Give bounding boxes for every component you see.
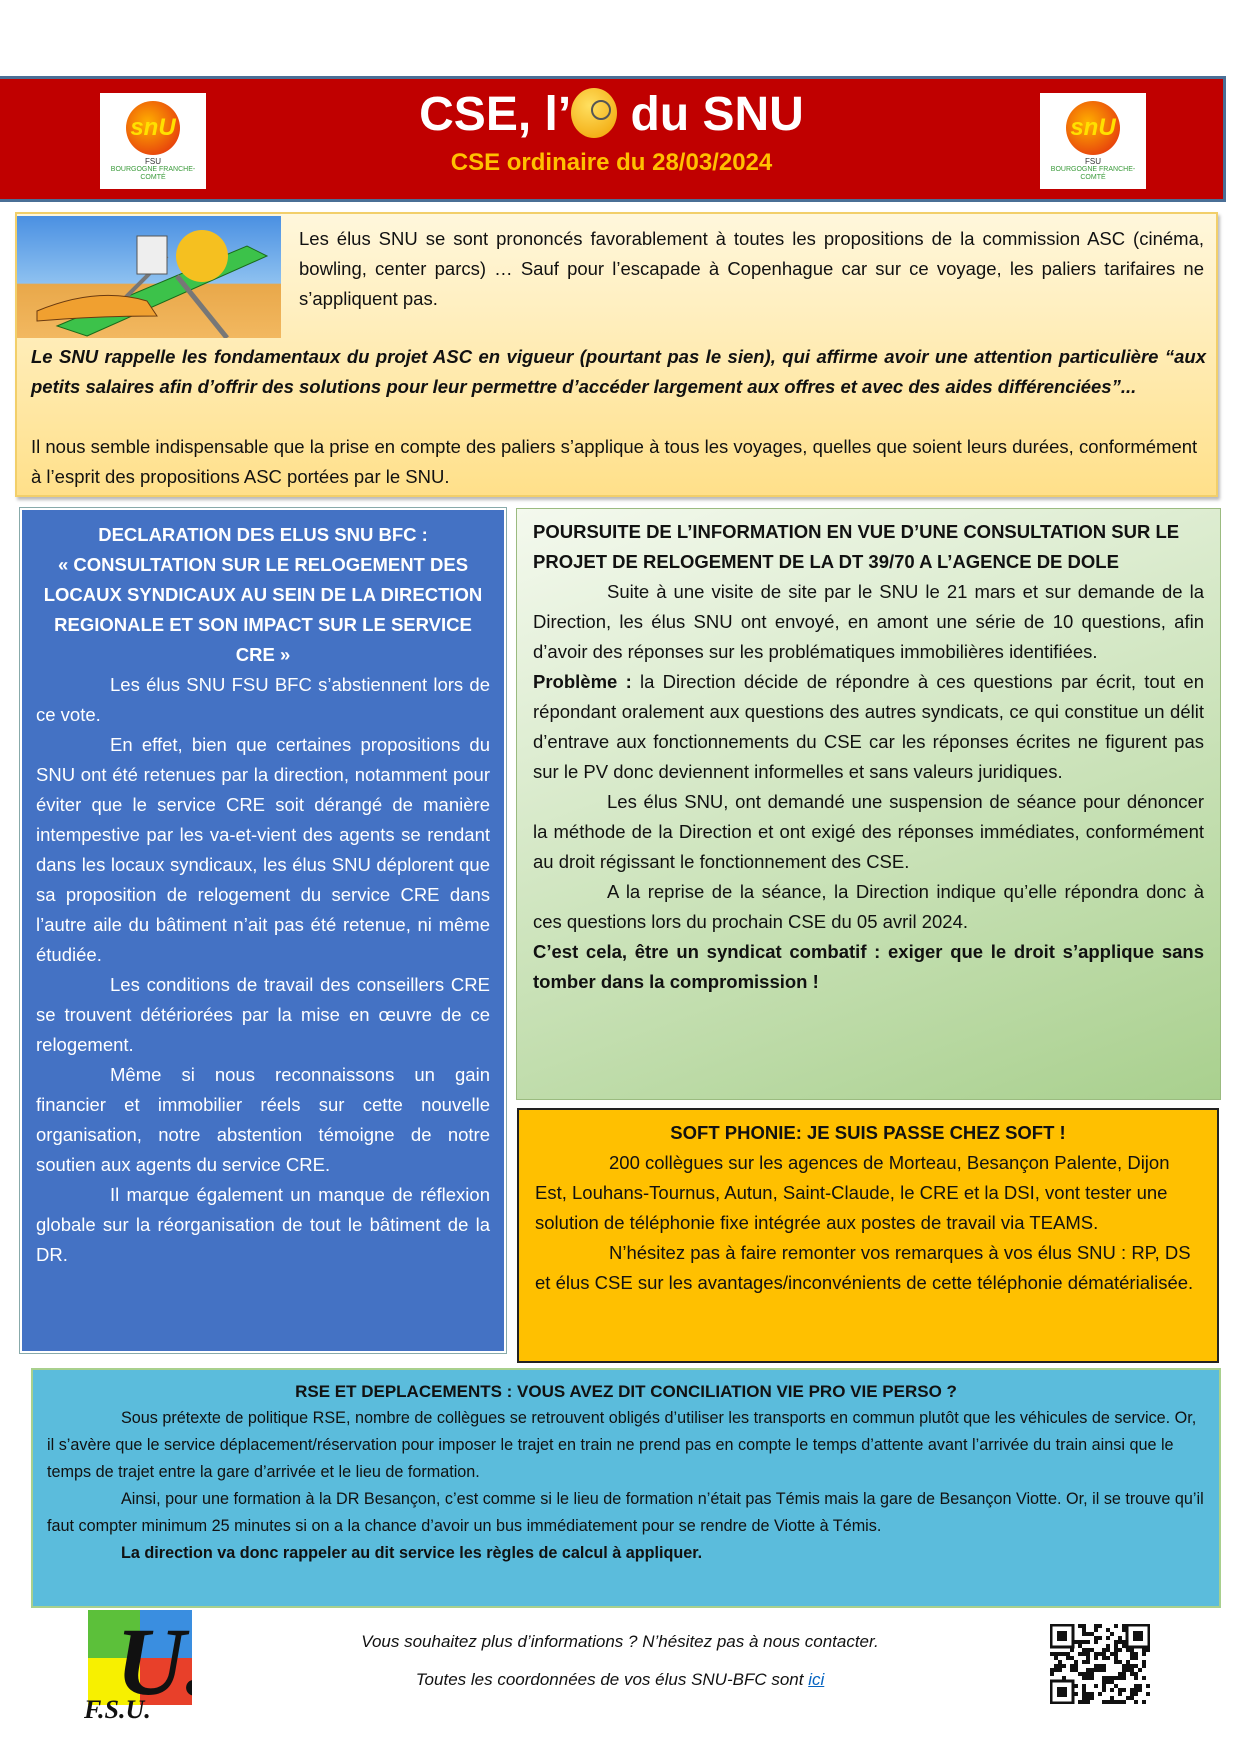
probleme-text: la Direction décide de répondre à ces questions par écrit, tout en répondant oralement aux questions des autres syndicats, ce qui constitue un délit d’entrave aux fonctionnements du CSE car les réponses écrites ne figurent pas sur le PV donc deviennent informelles et sans valeurs juridiques. <box>533 671 1204 782</box>
fsu-logo-text: F.S.U. <box>84 1695 151 1724</box>
monocle-face-icon <box>571 88 617 138</box>
rse-paragraph: Sous prétexte de politique RSE, nombre de collègues se retrouvent obligés d’utiliser les transports en commun plutôt que les véhicules de service. Or, il s’avère que le service déplacement/réservation pour imposer le trajet en train ne prend pas en compte le temps d’attente avant l’arrivée du train ainsi que le temps de trajet entre la gare d’arrivée et le lieu de formation. <box>47 1409 1197 1481</box>
fsu-logo <box>88 1610 192 1705</box>
declaration-section <box>20 508 506 1353</box>
asc-conclusion-text: Il nous semble indispensable que la prise en compte des paliers s’applique à tous les voyages, quelles que soient leurs durées, conformément à l’esprit des propositions ASC portées par le SNU. <box>31 436 1198 487</box>
dole-paragraph: Suite à une visite de site par le SNU le 21 mars et sur demande de la Direction, les élus SNU ont envoyé, en amont une série de 10 questions, afin d’avoir des réponses sur les problématiques immobilières identifiées. <box>533 581 1204 662</box>
snu-logo-right <box>1040 93 1146 189</box>
page-subtitle: CSE ordinaire du 28/03/2024 <box>450 149 773 176</box>
logo-fsu: FSU <box>145 156 161 166</box>
dole-paragraph: A la reprise de la séance, la Direction indique qu’elle répondra donc à ces questions lors du prochain CSE du 05 avril 2024. <box>533 881 1204 932</box>
contacts-link[interactable]: ici <box>808 1670 825 1689</box>
declaration-paragraph: Il marque également un manque de réflexion globale sur la réorganisation de tout le bâtiment de la DR. <box>36 1184 490 1265</box>
dole-conclusion: C’est cela, être un syndicat combatif : exiger que le droit s’applique sans tomber dans la compromission ! <box>533 941 1204 992</box>
logo-region: BOURGOGNE FRANCHE-COMTÉ <box>1050 165 1136 181</box>
declaration-subtitle: « CONSULTATION SUR LE RELOGEMENT DES LOCAUX SYNDICAUX AU SEIN DE LA DIRECTION REGIONALE ET SON IMPACT SUR LE SERVICE CRE » <box>43 554 483 665</box>
logo-region: BOURGOGNE FRANCHE-COMTÉ <box>110 165 196 181</box>
qr-code[interactable] <box>1050 1624 1150 1704</box>
declaration-paragraph: En effet, bien que certaines propositions du SNU ont été retenues par la direction, notamment pour éviter que le service CRE soit dérangé de manière intempestive par les va-et-vient des agents se rendant dans les locaux syndicaux, les élus SNU déplorent que sa proposition de relogement du service CRE dans l’autre aile du bâtiment n’ait pas été retenue, ni même étudiée. <box>36 734 490 965</box>
title-part-2: du SNU <box>617 88 804 141</box>
dole-title: POURSUITE DE L’INFORMATION EN VUE D’UNE CONSULTATION SUR LE PROJET DE RELOGEMENT DE LA DT 39/70 A L’AGENCE DE DOLE <box>533 521 1180 572</box>
rse-paragraph: Ainsi, pour une formation à la DR Besançon, c’est comme si le lieu de formation n’était pas Témis mais la gare de Besançon Viotte. Or, il se trouve qu’il faut compter minimum 25 minutes si on a la chance d’avoir un bus immédiatement pour se rendre de Viotte à Témis. <box>47 1490 1204 1535</box>
deckchair-image <box>17 216 281 338</box>
rse-section <box>31 1368 1221 1608</box>
declaration-paragraph: Les conditions de travail des conseillers CRE se trouvent détériorées par la mise en œuvre de ce relogement. <box>36 974 490 1055</box>
asc-section <box>15 212 1218 497</box>
footer-contact-text: Vous souhaitez plus d’informations ? N’hésitez pas à nous contacter. <box>361 1632 879 1651</box>
asc-reminder-text: Le SNU rappelle les fondamentaux du projet ASC en vigueur (pourtant pas le sien), qui affirme avoir une attention particulière “aux petits salaires afin d’offrir des solutions pour leur permettre d’accéder largement aux offres et avec des aides différenciées”... <box>31 346 1206 397</box>
probleme-label: Problème : <box>533 671 632 692</box>
dole-paragraph: Les élus SNU, ont demandé une suspension de séance pour dénoncer la méthode de la Direction et ont exigé des réponses immédiates, conformément au droit régissant le fonctionnement des CSE. <box>533 791 1204 872</box>
softphonie-title: SOFT PHONIE: JE SUIS PASSE CHEZ SOFT ! <box>670 1122 1066 1143</box>
footer-coordinates-label: Toutes les coordonnées de vos élus SNU-BFC sont <box>415 1670 809 1689</box>
softphonie-paragraph: 200 collègues sur les agences de Morteau, Besançon Palente, Dijon Est, Louhans-Tournus, Autun, Saint-Claude, le CRE et la DSI, vont tester une solution de téléphonie fixe intégrée aux postes de travail via TEAMS. <box>535 1152 1170 1233</box>
rse-conclusion: La direction va donc rappeler au dit service les règles de calcul à appliquer. <box>121 1544 703 1562</box>
declaration-title: DECLARATION DES ELUS SNU BFC : <box>98 524 428 545</box>
title-part-1: CSE, l’ <box>419 88 572 141</box>
svg-text:U.: U <box>116 1610 186 1705</box>
declaration-paragraph: Même si nous reconnaissons un gain financier et immobilier réels sur cette nouvelle organisation, notre abstention témoigne de notre soutien aux agents du service CRE. <box>36 1064 490 1175</box>
dole-section <box>516 508 1221 1100</box>
dole-paragraph-probleme <box>533 667 1204 787</box>
softphonie-paragraph: N’hésitez pas à faire remonter vos remarques à vos élus SNU : RP, DS et élus CSE sur les avantages/inconvénients de cette téléphonie dématérialisée. <box>535 1242 1194 1293</box>
rse-title: RSE ET DEPLACEMENTS : VOUS AVEZ DIT CONCILIATION VIE PRO VIE PERSO ? <box>295 1382 957 1401</box>
declaration-paragraph: Les élus SNU FSU BFC s’abstiennent lors de ce vote. <box>36 674 490 725</box>
softphonie-section <box>517 1108 1219 1363</box>
asc-intro-text: Les élus SNU se sont prononcés favorablement à toutes les propositions de la commission ASC (cinéma, bowling, center parcs) … Sauf pour l’escapade à Copenhague car sur ce voyage, les paliers tarifaires ne s’appliquent pas. <box>299 228 1204 309</box>
logo-text: snU <box>130 113 176 141</box>
logo-text: snU <box>1070 113 1116 141</box>
logo-fsu: FSU <box>1085 156 1101 166</box>
header-banner <box>0 76 1226 202</box>
beach-illustration <box>17 216 281 338</box>
